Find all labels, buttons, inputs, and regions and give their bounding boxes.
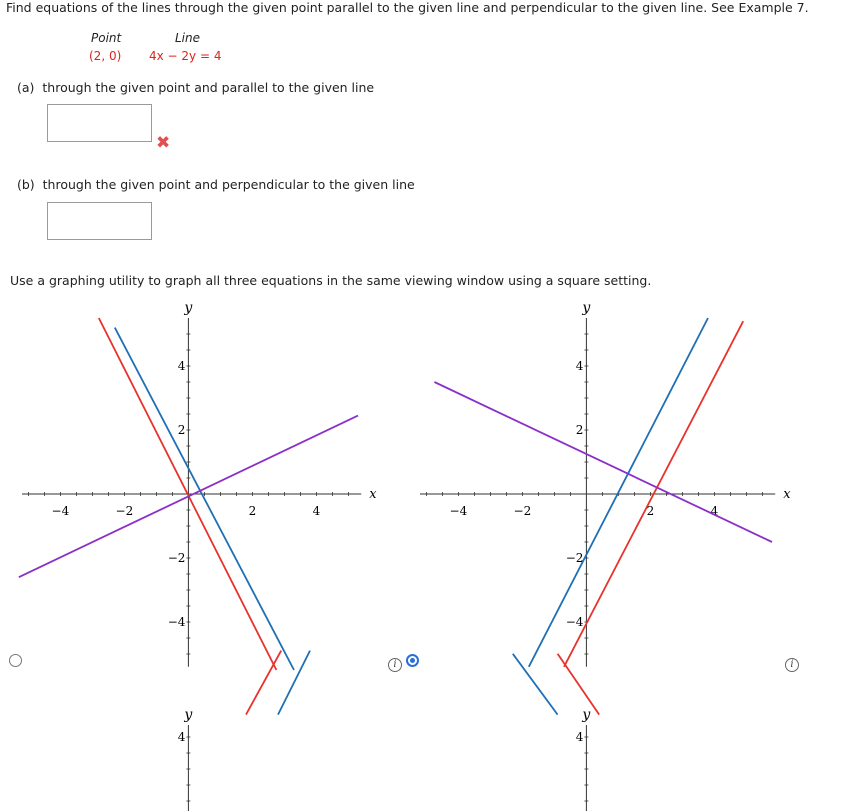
y-tick-label: 4 [177,359,186,373]
series-line-2 [115,328,294,670]
series-line-2 [529,318,708,667]
graph-option-4[interactable] [418,695,778,811]
y-tick-label: 2 [575,423,584,437]
part-b-question [17,177,415,192]
given-line: 4x − 2y = 4 [149,49,222,63]
part-b-answer-input[interactable] [47,202,152,240]
x-tick-label: 4 [312,504,321,518]
x-axis-label: x [783,487,791,502]
x-tick-label: 4 [710,504,719,518]
part-a-answer-input[interactable] [47,104,152,142]
y-tick-label: 4 [575,730,584,744]
x-axis-label: x [369,487,377,502]
y-tick-label: −2 [565,551,584,565]
graph-option-3[interactable] [20,695,380,811]
point-header: Point [91,31,122,45]
given-point: (2, 0) [89,49,122,63]
y-axis-label: y [184,707,193,723]
y-tick-label: −4 [167,615,186,629]
y-tick-label: −2 [167,551,186,565]
part-a-question [17,80,374,95]
graph-instruction: Use a graphing utility to graph all three equations in the same viewing window using a square setting. [10,273,652,288]
y-tick-label: −4 [565,615,584,629]
part-b-text: through the given point and perpendicular to the given line [42,177,415,192]
y-tick-label: 4 [575,359,584,373]
y-tick-label: 4 [177,730,186,744]
info-icon[interactable]: i [388,658,402,672]
x-tick-label: 2 [248,504,257,518]
y-axis-label: y [582,707,591,723]
part-a-text: through the given point and parallel to the given line [42,80,375,95]
x-tick-label: 2 [646,504,655,518]
info-icon[interactable]: i [785,658,799,672]
graph-option-1[interactable] [20,300,380,672]
graph-option-2-radio[interactable] [406,654,419,667]
graph-option-1-radio[interactable] [9,654,22,667]
part-a-label: (a) [17,80,35,95]
x-tick-label: −4 [51,504,70,518]
y-axis-label: y [582,300,591,316]
y-axis-label: y [184,300,193,316]
x-tick-label: −2 [115,504,134,518]
prompt-text: Find equations of the lines through the given point parallel to the given line and perpendicular to the given line. See Example 7. [6,0,809,15]
line-header: Line [175,31,201,45]
part-b-label: (b) [17,177,35,192]
x-tick-label: −4 [449,504,468,518]
series-line-3 [434,382,772,542]
x-tick-label: −2 [513,504,532,518]
x-mark-icon: ✖ [156,133,171,153]
graph-option-2[interactable] [418,300,791,672]
y-tick-label: 2 [177,423,186,437]
